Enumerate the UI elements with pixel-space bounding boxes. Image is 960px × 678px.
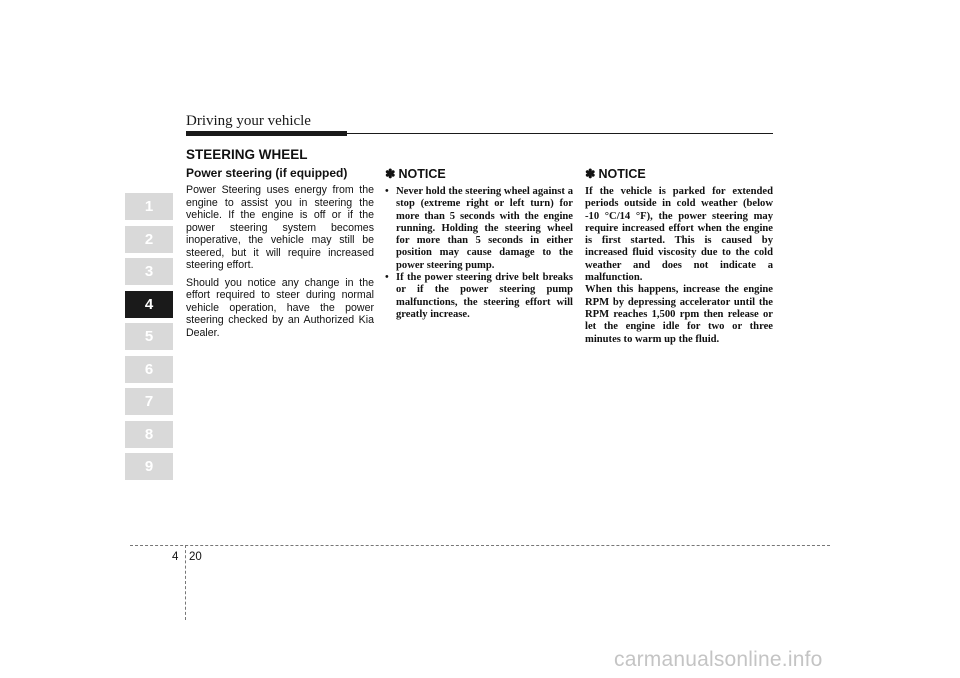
notice-label: NOTICE: [398, 166, 446, 181]
notice-star-icon: ✽: [585, 167, 596, 181]
footer-divider: [185, 545, 186, 620]
notice-bullet: • Never hold the steering wheel against a stop (extreme right or left turn) for more than 5 seconds with the engine running. Holding the steering wheel for more than 5 seconds in either position may cause damage to the power steering pump.: [385, 186, 573, 271]
chapter-tab-4[interactable]: 4: [125, 291, 173, 318]
chapter-tab-5[interactable]: 5: [125, 323, 173, 350]
notice-star-icon: ✽: [385, 167, 396, 181]
notice-heading: [385, 166, 573, 181]
header-title: Driving your vehicle: [186, 113, 311, 129]
notice-paragraph: When this happens, increase the engine RPM by depressing accelerator until the RPM reaches 1,500 rpm then release or let the engine idle for two or three minutes to warm up the fluid.: [585, 284, 773, 345]
notice-paragraph: If the vehicle is parked for extended periods outside in cold weather (below -10 °C/14 °F), the power steering may require increased effort when the engine is first started. This is caused by increased fluid viscosity due to the cold weather and does not indicate a malfunction.: [585, 186, 773, 284]
bullet-dot-icon: •: [385, 272, 389, 284]
power-steering-heading: Power steering (if equipped): [186, 166, 348, 180]
notice-heading: [585, 166, 773, 181]
watermark-text: carmanualsonline.info: [614, 648, 823, 671]
footer-chapter-number: 4: [172, 551, 179, 563]
power-steering-paragraph: Should you notice any change in the effort required to steer during normal vehicle operation, have the power steering checked by an Authorized Kia Dealer.: [186, 276, 374, 339]
header-rule-thin: [347, 133, 773, 134]
notice-label: NOTICE: [598, 166, 646, 181]
footer-rule: [130, 545, 830, 546]
chapter-tabs: [125, 193, 173, 486]
chapter-tab-2[interactable]: 2: [125, 226, 173, 253]
footer-page-number: 20: [189, 551, 202, 563]
section-title: STEERING WHEEL: [186, 147, 308, 162]
header-rule-thick: [186, 131, 347, 136]
column-notice-2: [585, 166, 773, 346]
column-power-steering: [186, 166, 374, 344]
bullet-dot-icon: •: [385, 186, 389, 197]
column-notice-1: [385, 166, 573, 321]
chapter-tab-6[interactable]: 6: [125, 356, 173, 383]
chapter-tab-1[interactable]: 1: [125, 193, 173, 220]
chapter-tab-3[interactable]: 3: [125, 258, 173, 285]
chapter-tab-7[interactable]: 7: [125, 388, 173, 415]
chapter-tab-9[interactable]: 9: [125, 453, 173, 480]
chapter-tab-8[interactable]: 8: [125, 421, 173, 448]
notice-bullet: • If the power steering drive belt breaks or if the power steering pump malfunctions, the steering effort will greatly increase.: [385, 272, 573, 320]
notice-bullet-list: [385, 186, 573, 321]
power-steering-paragraph: Power Steering uses energy from the engine to assist you in steering the vehicle. If the engine is off or if the power steering system becomes inoperative, the vehicle may still be steered, but it will require increased steering effort.: [186, 184, 374, 271]
